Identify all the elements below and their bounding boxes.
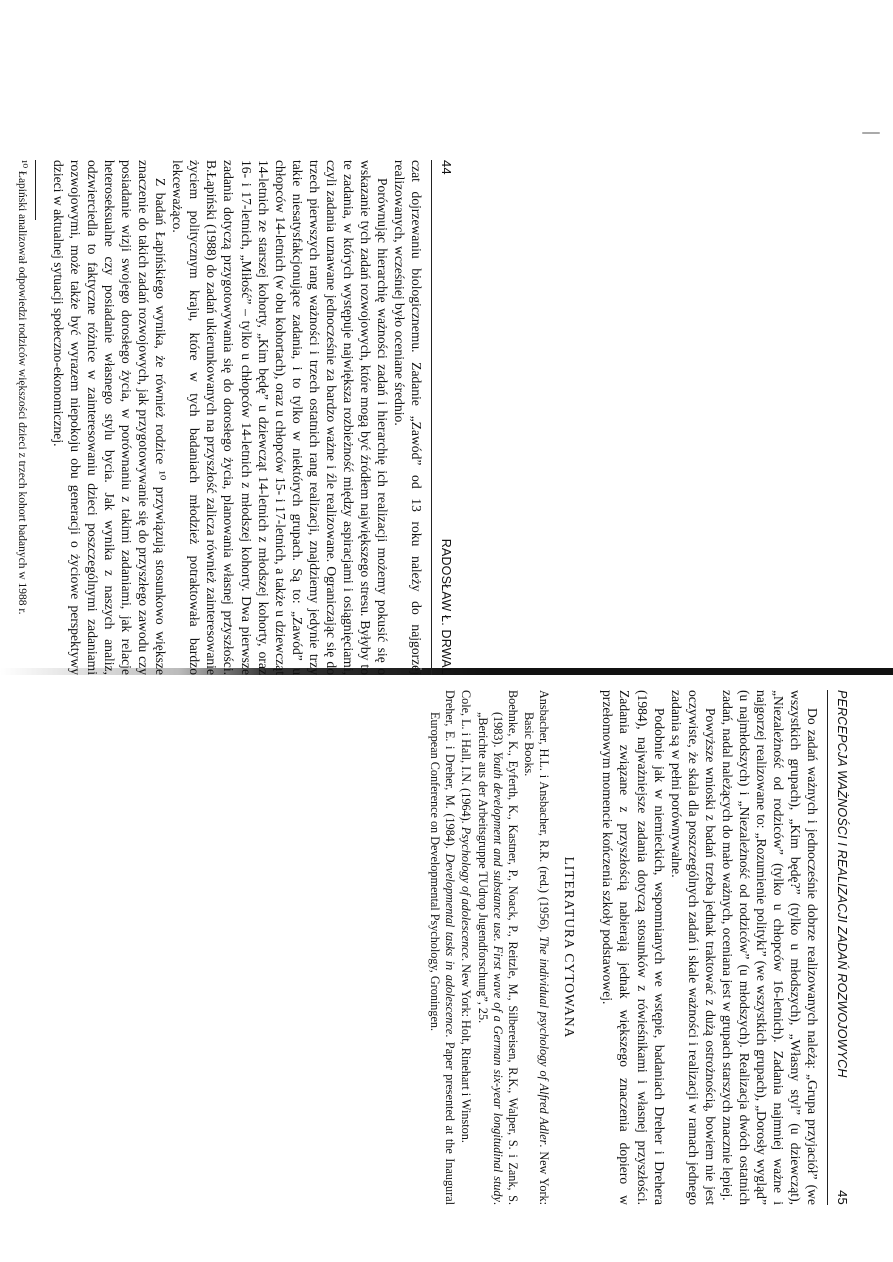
paragraph: Do zadań ważnych i jednocześnie dobrze realizowanych należą: „Grupa przyjaciół” (we wszystkich grupach), „Kim będę?” (tylko u młodszych), „Własny styl” (u dziewcząt), „Niezależność od rodziców” (tylko u chłopców 16-letnich). Zadania najmniej ważne i najgorzej realizowane to: „Rozumienie polityki” (we wszystkich grupach), „Dorosły wygląd” (u najmłodszych) i „Niezależność od rodziców” (u młodszych). Realizacja dwóch ostatnich zadań, nadal należących do mało ważnych, oceniana jest w grupach starszych znacznie lepiej. xyxy=(719,690,820,1205)
scan-speck xyxy=(862,132,880,134)
running-header xyxy=(828,690,850,1205)
literature-heading: LITERATURA CYTOWANA xyxy=(562,856,578,1039)
reference-entry: Ansbacher, H.L. i Ansbacher, R.R. (red.) (1956). The individual psychology of Alfred Adler. New York: Basic Books. xyxy=(522,690,552,1205)
reference-entry: Dreher, E. i Dreher, M. (1984). Developmental tasks in adolescence. Paper presented at the Inaugural European Conference on Developmental Psychology, Groningen. xyxy=(427,690,458,1206)
paragraph: Porównując hierarchię ważności zadań i hierarchię ich realizacji możemy pokusić się o wskazanie tych zadań rozwojowych, które mogą być źródłem największego stresu. Byłyby to te zadania, w których występuje największa rozbieżność między aspiracjami i osiągnięciami, czyli zadania uznawane jednocześnie za bardzo ważne i źle realizowane. Ograniczając się do trzech pierwszych rang ważności i trzech ostatnich rang realizacji, znajdziemy jedynie trzy takie niesatysfakcjonujące zadania, i to tylko w niektórych grupach. Są to: „Zawód” u chłopców 14-letnich (w obu kohortach), oraz u chłopców 15- i 17-letnich, a także u dziewcząt 14-letnich ze starszej kohorty, „Kim będę” u dziewcząt 14-letnich z młodszej kohorty, oraz 16- i 17-letnich, „Miłość” – tylko u chłopców 14-letnich z młodszej kohorty. Dwa pierwsze zadania dotyczą przygotowywania się do dorosłego życia, planowania własnej przyszłości. B.Łapiński (1988) do zadań ukierunkowanych na przyszłość zalicza również zainteresowanie życiem politycznym kraju, które w tych badaniach młodzież potraktowała bardzo lekceważąco. xyxy=(170,160,390,675)
reference-entry: Cole, L. i Hall, I.N. (1964). Psychology of adolescence. New York: Holt, Rinehart i Winston. xyxy=(459,690,474,1143)
paragraph: Z badań Łapińskiego wynika, że również rodzice ¹⁰ przywiązują stosunkowo większe znaczenie do takich zadań rozwojowych, jak przygotowywanie się do przyszłego zawodu czy posiadanie wizji swojego dorosłego życia, w porównaniu z takimi zadaniami, jak relacje heteroseksualne czy posiadanie własnego stylu bycia. Jak wynika z naszych analiz, odzwierciedla to faktyczne różnice w zainteresowaniu dzieci poszczególnymi zadaniami rozwojowymi, może także być wyrazem niepokoju obu generacji o życiowe perspektywy dzieci w aktualnej sytuacji społeczno-ekonomicznej. xyxy=(51,160,169,675)
page-45 xyxy=(427,690,850,1206)
paragraph: czat dojrzewaniu biologicznemu. Zadanie „Zawód” od 13 roku należy do najgorzej realizowanych, wcześniej było oceniane średnio. xyxy=(391,160,424,675)
page-number: 44 xyxy=(439,160,454,175)
page-number: 45 xyxy=(835,1190,850,1205)
paragraph: Powyższe wnioski z badań trzeba jednak traktować z dużą ostrożnością, bowiem nie jest oczywiste, że skala dla poszczególnych zadań i skale ważności i realizacji w ramach jednego zadania są w pełni porównywalne. xyxy=(668,690,718,1205)
footnote: ¹⁰ Łapiński analizował odpowiedzi rodziców większości dzieci z trzech kohort badanych w 1988 r. xyxy=(15,160,28,615)
reference-title: Youth development and substance use. First wave of a German six-year longitudinal study xyxy=(490,751,505,1202)
paragraph: Podobnie jak w niemieckich, wspomnianych we wstępie, badaniach Dreher i Drehera (1984), najważniejsze zadania dotyczą stosunków z rówieśnikami i własnej przyszłości. Zadania związane z przyszłością nabierają jednak większego znaczenia dopiero w przełomowym momencie kończenia szkoły podstawowej. xyxy=(600,690,667,1205)
running-header xyxy=(432,160,454,675)
running-title: RADOSŁAW Ł. DRWAL xyxy=(439,538,453,675)
reference-title: Developmental tasks in adolescence xyxy=(443,853,458,1035)
reference-entry: Boehnke, K., Eyferth, K., Kastner, P., Noack, P., Reitzle, M., Silbereisen, R.K., Walper, S. i Zank, S. (1983). Youth development and substance use. First wave of a German six-year longitudinal study. „Berichte aus der Arbeitsgruppe TUdrop Jugendforschung”, 25. xyxy=(475,690,520,1205)
reference-title: Psychology of adolescence xyxy=(459,826,474,959)
reference-title: The individual psychology of Alfred Adler xyxy=(537,936,552,1145)
page-44 xyxy=(15,160,454,675)
reference-list xyxy=(427,690,552,1205)
running-title: PERCEPCJA WAŻNOŚCI I REALIZACJI ZADAŃ ROZWOJOWYCH xyxy=(835,690,849,1078)
footnote-rule xyxy=(35,160,36,220)
